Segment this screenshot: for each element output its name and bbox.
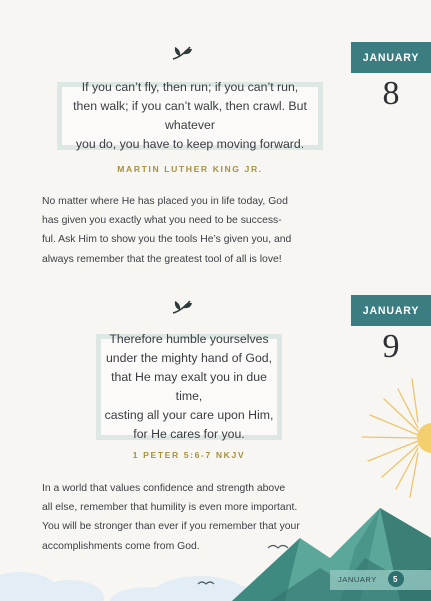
leaf-sprig-icon [171,45,193,61]
body-line: You will be stronger than ever if you remember that your [42,521,300,533]
body-line: all else, remember that humility is even more important. [42,502,298,514]
leaf-sprig-icon [171,299,193,315]
body-line: has given you exactly what you need to be success- [42,215,282,227]
devotional-text-1 [42,192,314,269]
quote-box-2 [96,334,282,440]
quote-attribution-2: 1 PETER 5:6-7 NKJV [132,450,246,460]
quote-line: Therefore humble yourselves [109,332,269,346]
quote-line: you do, you have to keep moving forward. [75,137,305,151]
day-number-1: 8 [382,75,400,112]
page-number: 5 [393,575,398,584]
body-line: always remember that the greatest tool of all is love! [42,253,282,265]
quote-line: casting all your care upon Him, [104,408,274,422]
quote-line: then walk; if you can’t walk, then crawl. But whatever [73,99,307,132]
quote-line: under the mighty hand of God, [105,351,273,365]
body-line: No matter where He has placed you in life today, God [42,196,288,207]
quote-line: that He may exalt you in due time, [111,370,267,403]
footer-month-label: JANUARY [338,575,377,584]
quote-box-1 [57,82,323,150]
quote-text-2 [101,330,277,444]
body-line: accomplishments come from God. [42,540,200,552]
quote-line: If you can’t fly, then run; if you can’t run, [81,80,299,94]
sun-icon [356,375,431,501]
day-number-2: 9 [382,328,400,365]
month-tab-2: JANUARY [351,295,431,326]
bird-icon [268,546,288,549]
quote-text-1 [62,78,318,154]
month-tab-1: JANUARY [351,42,431,73]
mountain-illustration [0,498,431,601]
quote-line: for He cares for you. [133,427,245,441]
quote-attribution-1: MARTIN LUTHER KING JR. [117,164,263,174]
body-line: In a world that values confidence and strength above [42,483,286,494]
body-line: ful. Ask Him to show you the tools He’s given you, and [42,234,292,246]
